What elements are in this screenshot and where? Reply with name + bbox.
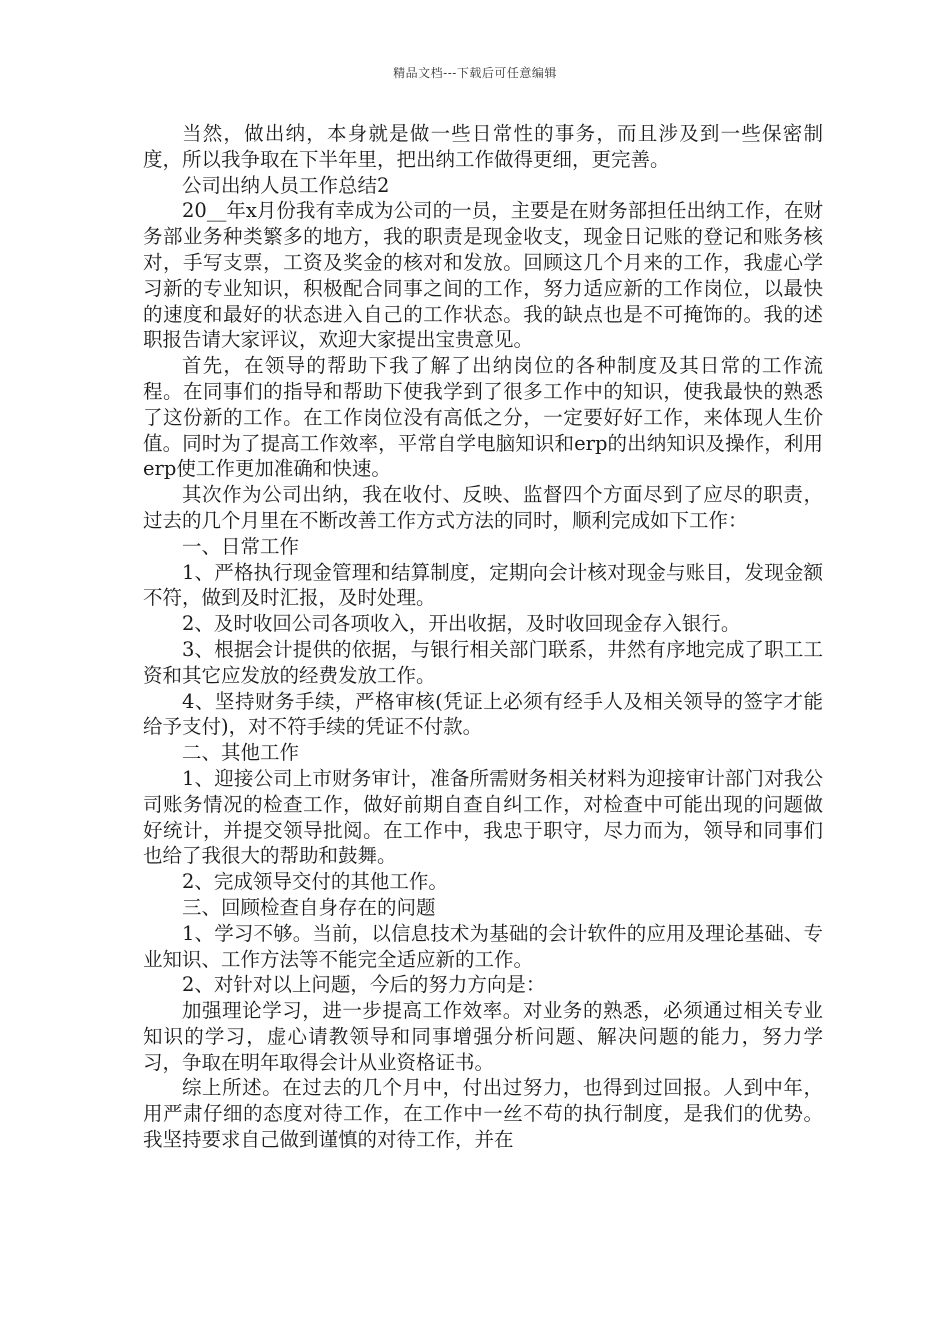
paragraph-intro: 20__年x月份我有幸成为公司的一员，主要是在财务部担任出纳工作，在财务部业务种类繁多的地方，我的职责是现金收支，现金日记账的登记和账务核对，手写支票，工资及奖金的核对和发放。回顾这几个月来的工作，我虚心学习新的专业知识，积极配合同事之间的工作，努力适应新的工作岗位，以最快的速度和最好的状态进入自己的工作状态。我的缺点也是不可掩饰的。我的述职报告请大家评议，欢迎大家提出宝贵意见。 [143,199,823,352]
heading-daily-work: 一、日常工作 [182,534,300,558]
paragraph-closing-previous: 当然，做出纳，本身就是做一些日常性的事务，而且涉及到一些保密制度，所以我争取在下半年里，把出纳工作做得更细，更完善。 [143,122,823,171]
section-title: 公司出纳人员工作总结2 [182,173,390,197]
list-item: 2、及时收回公司各项收入，开出收据，及时收回现金存入银行。 [182,612,741,636]
list-item: 1、迎接公司上市财务审计，准备所需财务相关材料为迎接审计部门对我公司账务情况的检查工作，做好前期自查自纠工作，对检查中可能出现的问题做好统计，并提交领导批阅。在工作中，我忠于职守，尽力而为，领导和同事们也给了我很大的帮助和鼓舞。 [143,766,823,868]
heading-other-work: 二、其他工作 [182,741,300,765]
list-item: 3、根据会计提供的依据，与银行相关部门联系，井然有序地完成了职工工资和其它应发放的经费发放工作。 [143,637,823,687]
list-item: 2、对针对以上问题，今后的努力方向是： [182,973,546,997]
page-header: 精品文档---下载后可任意编辑 [393,66,557,80]
heading-review-problems: 三、回顾检查自身存在的问题 [182,895,436,919]
paragraph-summary: 综上所述。在过去的几个月中，付出过努力，也得到过回报。人到中年，用严肃仔细的态度对待工作，在工作中一丝不苟的执行制度，是我们的优势。我坚持要求自己做到谨慎的对待工作，并在 [143,1076,823,1152]
paragraph-first: 首先，在领导的帮助下我了解了出纳岗位的各种制度及其日常的工作流程。在同事们的指导和帮助下使我学到了很多工作中的知识，使我最快的熟悉了这份新的工作。在工作岗位没有高低之分，一定要好好工作，来体现人生价值。同时为了提高工作效率，平常自学电脑知识和erp的出纳知识及操作，利用erp使工作更加准确和快速。 [143,354,823,481]
list-item: 1、严格执行现金管理和结算制度，定期向会计核对现金与账目，发现金额不符，做到及时汇报，及时处理。 [143,560,823,610]
paragraph-second: 其次作为公司出纳，我在收付、反映、监督四个方面尽到了应尽的职责，过去的几个月里在不断改善工作方式方法的同时，顺利完成如下工作： [143,483,823,532]
document-body [143,121,823,1153]
list-item: 1、学习不够。当前，以信息技术为基础的会计软件的应用及理论基础、专业知识、工作方法等不能完全适应新的工作。 [143,921,823,971]
list-item: 4、坚持财务手续，严格审核(凭证上必须有经手人及相关领导的签字才能给予支付)，对不符手续的凭证不付款。 [143,689,823,739]
list-item: 2、完成领导交付的其他工作。 [182,870,448,894]
paragraph-improvement: 加强理论学习，进一步提高工作效率。对业务的熟悉，必须通过相关专业知识的学习，虚心请教领导和同事增强分析问题、解决问题的能力，努力学习，争取在明年取得会计从业资格证书。 [143,999,823,1074]
